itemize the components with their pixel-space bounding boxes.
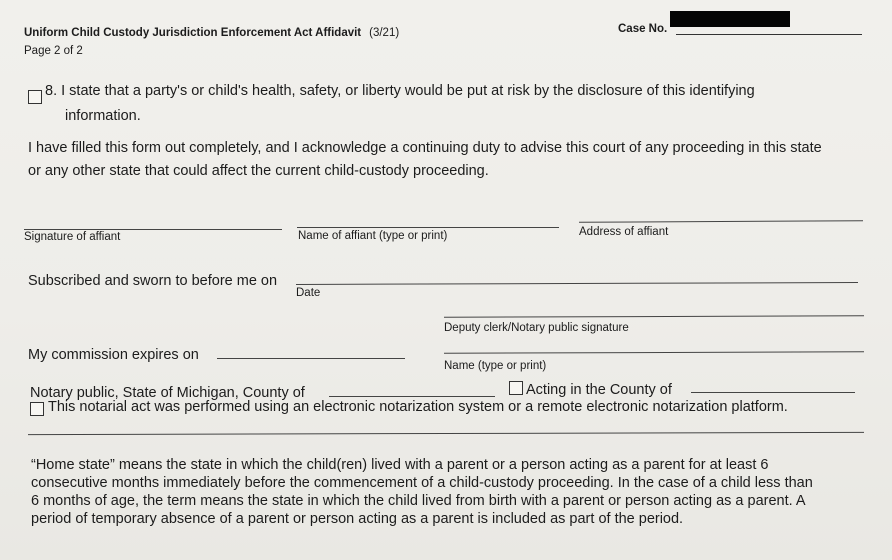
signature-line[interactable] <box>24 229 282 230</box>
redaction-bar <box>670 11 790 27</box>
acting-county-label: Acting in the County of <box>526 382 672 398</box>
notary-signature-line[interactable] <box>444 315 864 317</box>
affiant-address-label: Address of affiant <box>579 226 669 238</box>
acknowledgment-line-1: I have filled this form out completely, and I acknowledge a continuing duty to advise this court of any proceeding in this state <box>28 140 822 156</box>
subscribed-label: Subscribed and sworn to before me on <box>28 273 278 289</box>
sworn-date-line[interactable] <box>296 282 858 285</box>
acting-county-line[interactable] <box>691 392 855 393</box>
case-number-field[interactable] <box>676 34 862 35</box>
definition-line-2: consecutive months immediately before the commencement of a child-custody proceeding. In the case of a child less than <box>31 475 813 491</box>
case-number-label: Case No. <box>618 23 668 35</box>
notary-name-label: Name (type or print) <box>444 360 547 372</box>
definition-line-1: “Home state” means the state in which the child(ren) lived with a parent or a person acting as a parent for at least 6 <box>31 457 769 473</box>
page-number: Page 2 of 2 <box>24 45 83 57</box>
signature-label: Signature of affiant <box>24 231 121 243</box>
form-revision: (3/21) <box>369 27 400 39</box>
acknowledgment-line-2: or any other state that could affect the current child-custody proceeding. <box>28 163 489 179</box>
item8-continuation: information. <box>65 108 141 124</box>
item8-text: 8. I state that a party's or child's health, safety, or liberty would be put at risk by the disclosure of this identifying <box>45 83 755 99</box>
item8-checkbox[interactable] <box>28 90 42 104</box>
notary-name-line[interactable] <box>444 351 864 353</box>
electronic-notarization-label: This notarial act was performed using an electronic notarization system or a remote electronic notarization platform. <box>48 399 788 415</box>
date-label: Date <box>296 287 321 299</box>
definition-line-3: 6 months of age, the term means the state in which the child lived from birth with a parent or person acting as a parent. A <box>31 493 806 509</box>
definition-line-4: period of temporary absence of a parent or person acting as a parent is included as part of the period. <box>31 511 684 527</box>
electronic-notarization-checkbox[interactable] <box>30 402 44 416</box>
commission-label: My commission expires on <box>28 347 199 363</box>
commission-date-line[interactable] <box>217 358 405 359</box>
form-title-text: Uniform Child Custody Jurisdiction Enforcement Act Affidavit <box>24 27 362 39</box>
affiant-name-label: Name of affiant (type or print) <box>298 230 448 242</box>
section-divider <box>28 432 864 435</box>
form-title <box>24 27 399 39</box>
notary-signature-label: Deputy clerk/Notary public signature <box>444 322 629 334</box>
affiant-address-line[interactable] <box>579 220 863 222</box>
notary-county-label: Notary public, State of Michigan, County of <box>30 385 305 401</box>
acting-county-checkbox[interactable] <box>509 381 523 395</box>
notary-county-line[interactable] <box>329 396 495 397</box>
affiant-name-line[interactable] <box>297 227 559 228</box>
